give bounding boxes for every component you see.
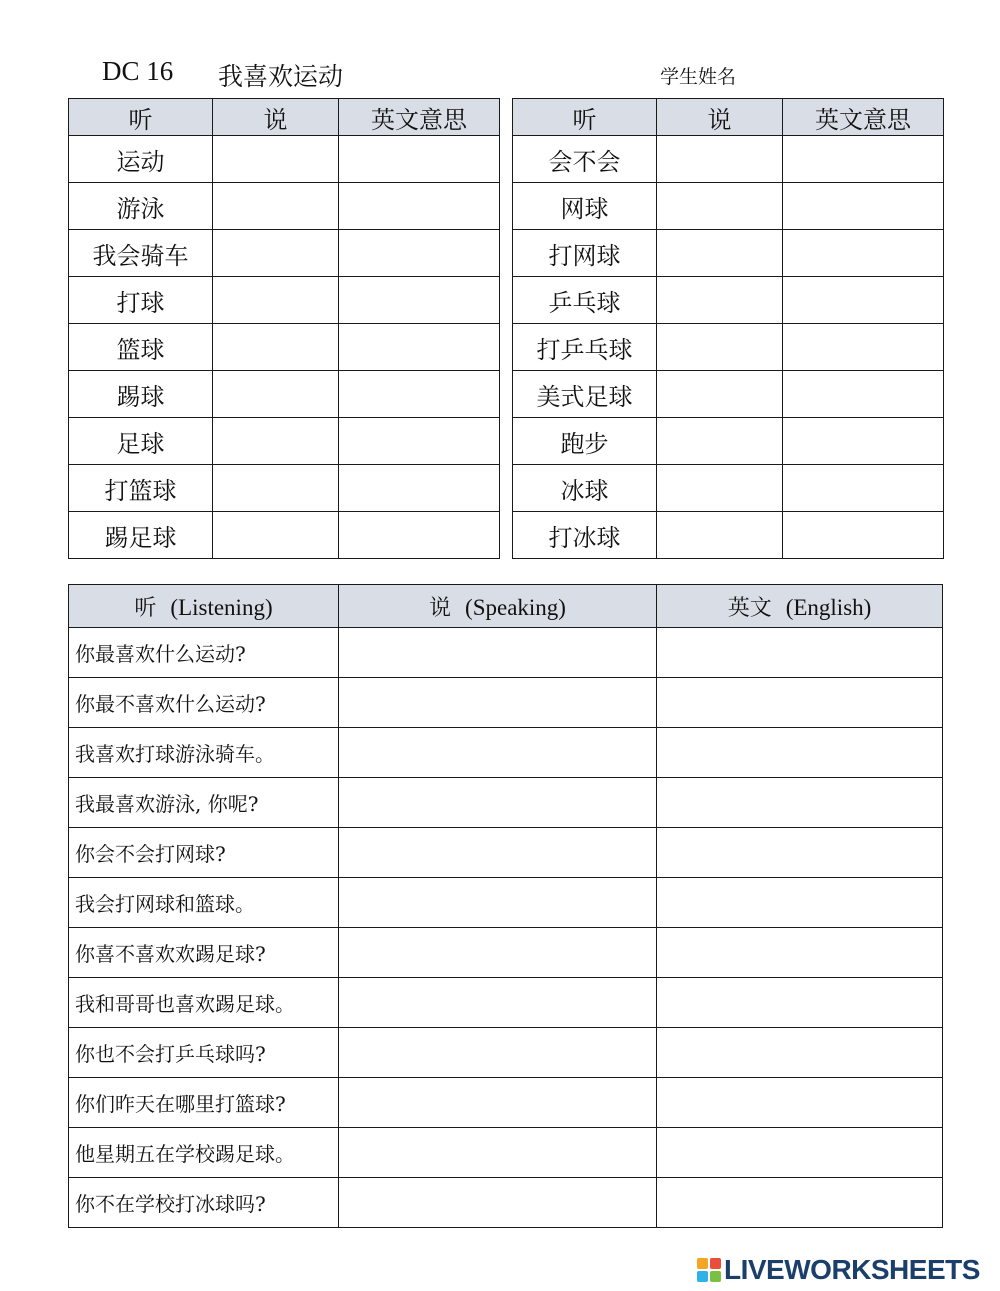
english-answer-cell[interactable]	[657, 978, 943, 1028]
speaking-answer-cell[interactable]	[339, 778, 657, 828]
header-listening-en: (Listening)	[170, 594, 273, 620]
vocab-word: 打冰球	[513, 512, 657, 559]
sentence-text: 你会不会打网球?	[69, 828, 339, 878]
vocab-word: 打球	[69, 277, 213, 324]
speak-answer-cell[interactable]	[657, 324, 783, 371]
vocab-word: 乒乓球	[513, 277, 657, 324]
sentence-row	[69, 1128, 943, 1178]
speaking-answer-cell[interactable]	[339, 978, 657, 1028]
speak-answer-cell[interactable]	[213, 324, 339, 371]
vocab-header-row	[513, 99, 944, 136]
vocab-word: 踢足球	[69, 512, 213, 559]
english-meaning-cell[interactable]	[783, 277, 944, 324]
speaking-answer-cell[interactable]	[339, 928, 657, 978]
speak-answer-cell[interactable]	[213, 512, 339, 559]
vocab-row	[69, 277, 500, 324]
english-meaning-cell[interactable]	[783, 371, 944, 418]
english-meaning-cell[interactable]	[339, 371, 500, 418]
sentence-text: 我最喜欢游泳, 你呢?	[69, 778, 339, 828]
brand-name: LIVEWORKSHEETS	[724, 1254, 980, 1285]
english-answer-cell[interactable]	[657, 778, 943, 828]
vocab-row	[513, 277, 944, 324]
speak-answer-cell[interactable]	[657, 136, 783, 183]
sentence-row	[69, 778, 943, 828]
sentence-text: 你也不会打乒乓球吗?	[69, 1028, 339, 1078]
logo-square-3	[697, 1271, 708, 1282]
vocab-word: 跑步	[513, 418, 657, 465]
header-listening-zh: 听	[134, 595, 157, 621]
vocab-row	[513, 230, 944, 277]
english-answer-cell[interactable]	[657, 728, 943, 778]
speaking-answer-cell[interactable]	[339, 828, 657, 878]
sentence-text: 我会打网球和篮球。	[69, 878, 339, 928]
speak-answer-cell[interactable]	[657, 371, 783, 418]
speaking-answer-cell[interactable]	[339, 1078, 657, 1128]
speak-answer-cell[interactable]	[657, 230, 783, 277]
english-meaning-cell[interactable]	[783, 418, 944, 465]
logo-square-1	[697, 1258, 708, 1269]
speaking-answer-cell[interactable]	[339, 1178, 657, 1228]
english-answer-cell[interactable]	[657, 628, 943, 678]
vocab-row	[69, 183, 500, 230]
logo-square-2	[710, 1258, 721, 1269]
english-answer-cell[interactable]	[657, 1178, 943, 1228]
sentence-text: 我喜欢打球游泳骑车。	[69, 728, 339, 778]
header-listen: 听	[513, 99, 657, 136]
vocab-row	[513, 136, 944, 183]
logo-square-4	[710, 1271, 721, 1282]
english-meaning-cell[interactable]	[339, 512, 500, 559]
header-english	[657, 585, 943, 628]
english-meaning-cell[interactable]	[783, 512, 944, 559]
sentence-row	[69, 678, 943, 728]
vocab-row	[513, 418, 944, 465]
vocab-row	[513, 465, 944, 512]
vocab-table-right	[512, 98, 944, 559]
english-answer-cell[interactable]	[657, 828, 943, 878]
vocab-row	[69, 512, 500, 559]
vocab-row	[69, 230, 500, 277]
header-english-en: (English)	[785, 594, 872, 620]
speak-answer-cell[interactable]	[213, 465, 339, 512]
sentence-text: 你最喜欢什么运动?	[69, 628, 339, 678]
english-meaning-cell[interactable]	[339, 418, 500, 465]
worksheet-code: DC 16	[102, 56, 174, 86]
vocab-row	[69, 324, 500, 371]
vocab-row	[69, 136, 500, 183]
sentence-text: 你不在学校打冰球吗?	[69, 1178, 339, 1228]
header-speak: 说	[213, 99, 339, 136]
english-meaning-cell[interactable]	[783, 183, 944, 230]
speaking-answer-cell[interactable]	[339, 628, 657, 678]
sentence-text: 你最不喜欢什么运动?	[69, 678, 339, 728]
speak-answer-cell[interactable]	[213, 418, 339, 465]
speaking-answer-cell[interactable]	[339, 678, 657, 728]
header-english-meaning: 英文意思	[339, 99, 500, 136]
vocab-word: 足球	[69, 418, 213, 465]
english-answer-cell[interactable]	[657, 1128, 943, 1178]
vocab-word: 运动	[69, 136, 213, 183]
header-speaking-zh: 说	[429, 595, 452, 621]
speak-answer-cell[interactable]	[213, 136, 339, 183]
vocab-word: 冰球	[513, 465, 657, 512]
vocab-word: 打篮球	[69, 465, 213, 512]
english-meaning-cell[interactable]	[339, 465, 500, 512]
speak-answer-cell[interactable]	[657, 512, 783, 559]
sentence-text: 我和哥哥也喜欢踢足球。	[69, 978, 339, 1028]
liveworksheets-brand	[697, 1255, 980, 1285]
sentence-row	[69, 1028, 943, 1078]
english-meaning-cell[interactable]	[339, 230, 500, 277]
english-meaning-cell[interactable]	[339, 183, 500, 230]
english-answer-cell[interactable]	[657, 878, 943, 928]
vocab-word: 我会骑车	[69, 230, 213, 277]
vocab-row	[513, 324, 944, 371]
speak-answer-cell[interactable]	[213, 277, 339, 324]
sentence-row	[69, 928, 943, 978]
sentence-row	[69, 628, 943, 678]
vocab-row	[513, 183, 944, 230]
english-answer-cell[interactable]	[657, 1078, 943, 1128]
english-answer-cell[interactable]	[657, 678, 943, 728]
sentence-text: 你们昨天在哪里打篮球?	[69, 1078, 339, 1128]
english-meaning-cell[interactable]	[339, 136, 500, 183]
sentence-table	[68, 584, 943, 1228]
vocab-word: 打乒乓球	[513, 324, 657, 371]
vocab-word: 游泳	[69, 183, 213, 230]
header-english-meaning: 英文意思	[783, 99, 944, 136]
header-english-zh: 英文	[727, 595, 772, 621]
header-listen: 听	[69, 99, 213, 136]
sentence-row	[69, 1078, 943, 1128]
speaking-answer-cell[interactable]	[339, 1128, 657, 1178]
vocab-word: 篮球	[69, 324, 213, 371]
speak-answer-cell[interactable]	[657, 465, 783, 512]
vocab-table-left	[68, 98, 500, 559]
sentence-header-row	[69, 585, 943, 628]
vocab-row	[69, 465, 500, 512]
sentence-text: 你喜不喜欢欢踢足球?	[69, 928, 339, 978]
vocab-word: 网球	[513, 183, 657, 230]
speak-answer-cell[interactable]	[657, 418, 783, 465]
vocab-word: 美式足球	[513, 371, 657, 418]
english-meaning-cell[interactable]	[783, 465, 944, 512]
header-speaking	[339, 585, 657, 628]
speak-answer-cell[interactable]	[213, 230, 339, 277]
speak-answer-cell[interactable]	[213, 371, 339, 418]
header-speak: 说	[657, 99, 783, 136]
vocab-row	[69, 418, 500, 465]
sentence-row	[69, 728, 943, 778]
student-name-label: 学生姓名	[660, 66, 737, 88]
speaking-answer-cell[interactable]	[339, 728, 657, 778]
english-answer-cell[interactable]	[657, 1028, 943, 1078]
sentence-row	[69, 978, 943, 1028]
header-speaking-en: (Speaking)	[465, 594, 566, 620]
english-meaning-cell[interactable]	[783, 230, 944, 277]
speaking-answer-cell[interactable]	[339, 1028, 657, 1078]
vocab-row	[513, 371, 944, 418]
english-meaning-cell[interactable]	[339, 277, 500, 324]
sentence-text: 他星期五在学校踢足球。	[69, 1128, 339, 1178]
header-listening	[69, 585, 339, 628]
speak-answer-cell[interactable]	[213, 183, 339, 230]
sentence-row	[69, 1178, 943, 1228]
vocab-word: 打网球	[513, 230, 657, 277]
sentence-row	[69, 878, 943, 928]
english-meaning-cell[interactable]	[339, 324, 500, 371]
worksheet-title: 我喜欢运动	[218, 62, 344, 91]
vocab-header-row	[69, 99, 500, 136]
vocab-word: 会不会	[513, 136, 657, 183]
sentence-row	[69, 828, 943, 878]
vocab-word: 踢球	[69, 371, 213, 418]
vocab-row	[513, 512, 944, 559]
english-meaning-cell[interactable]	[783, 324, 944, 371]
speak-answer-cell[interactable]	[657, 277, 783, 324]
speaking-answer-cell[interactable]	[339, 878, 657, 928]
english-meaning-cell[interactable]	[783, 136, 944, 183]
vocab-row	[69, 371, 500, 418]
speak-answer-cell[interactable]	[657, 183, 783, 230]
liveworksheets-logo-icon	[697, 1258, 721, 1282]
english-answer-cell[interactable]	[657, 928, 943, 978]
worksheet-header	[0, 56, 1000, 92]
